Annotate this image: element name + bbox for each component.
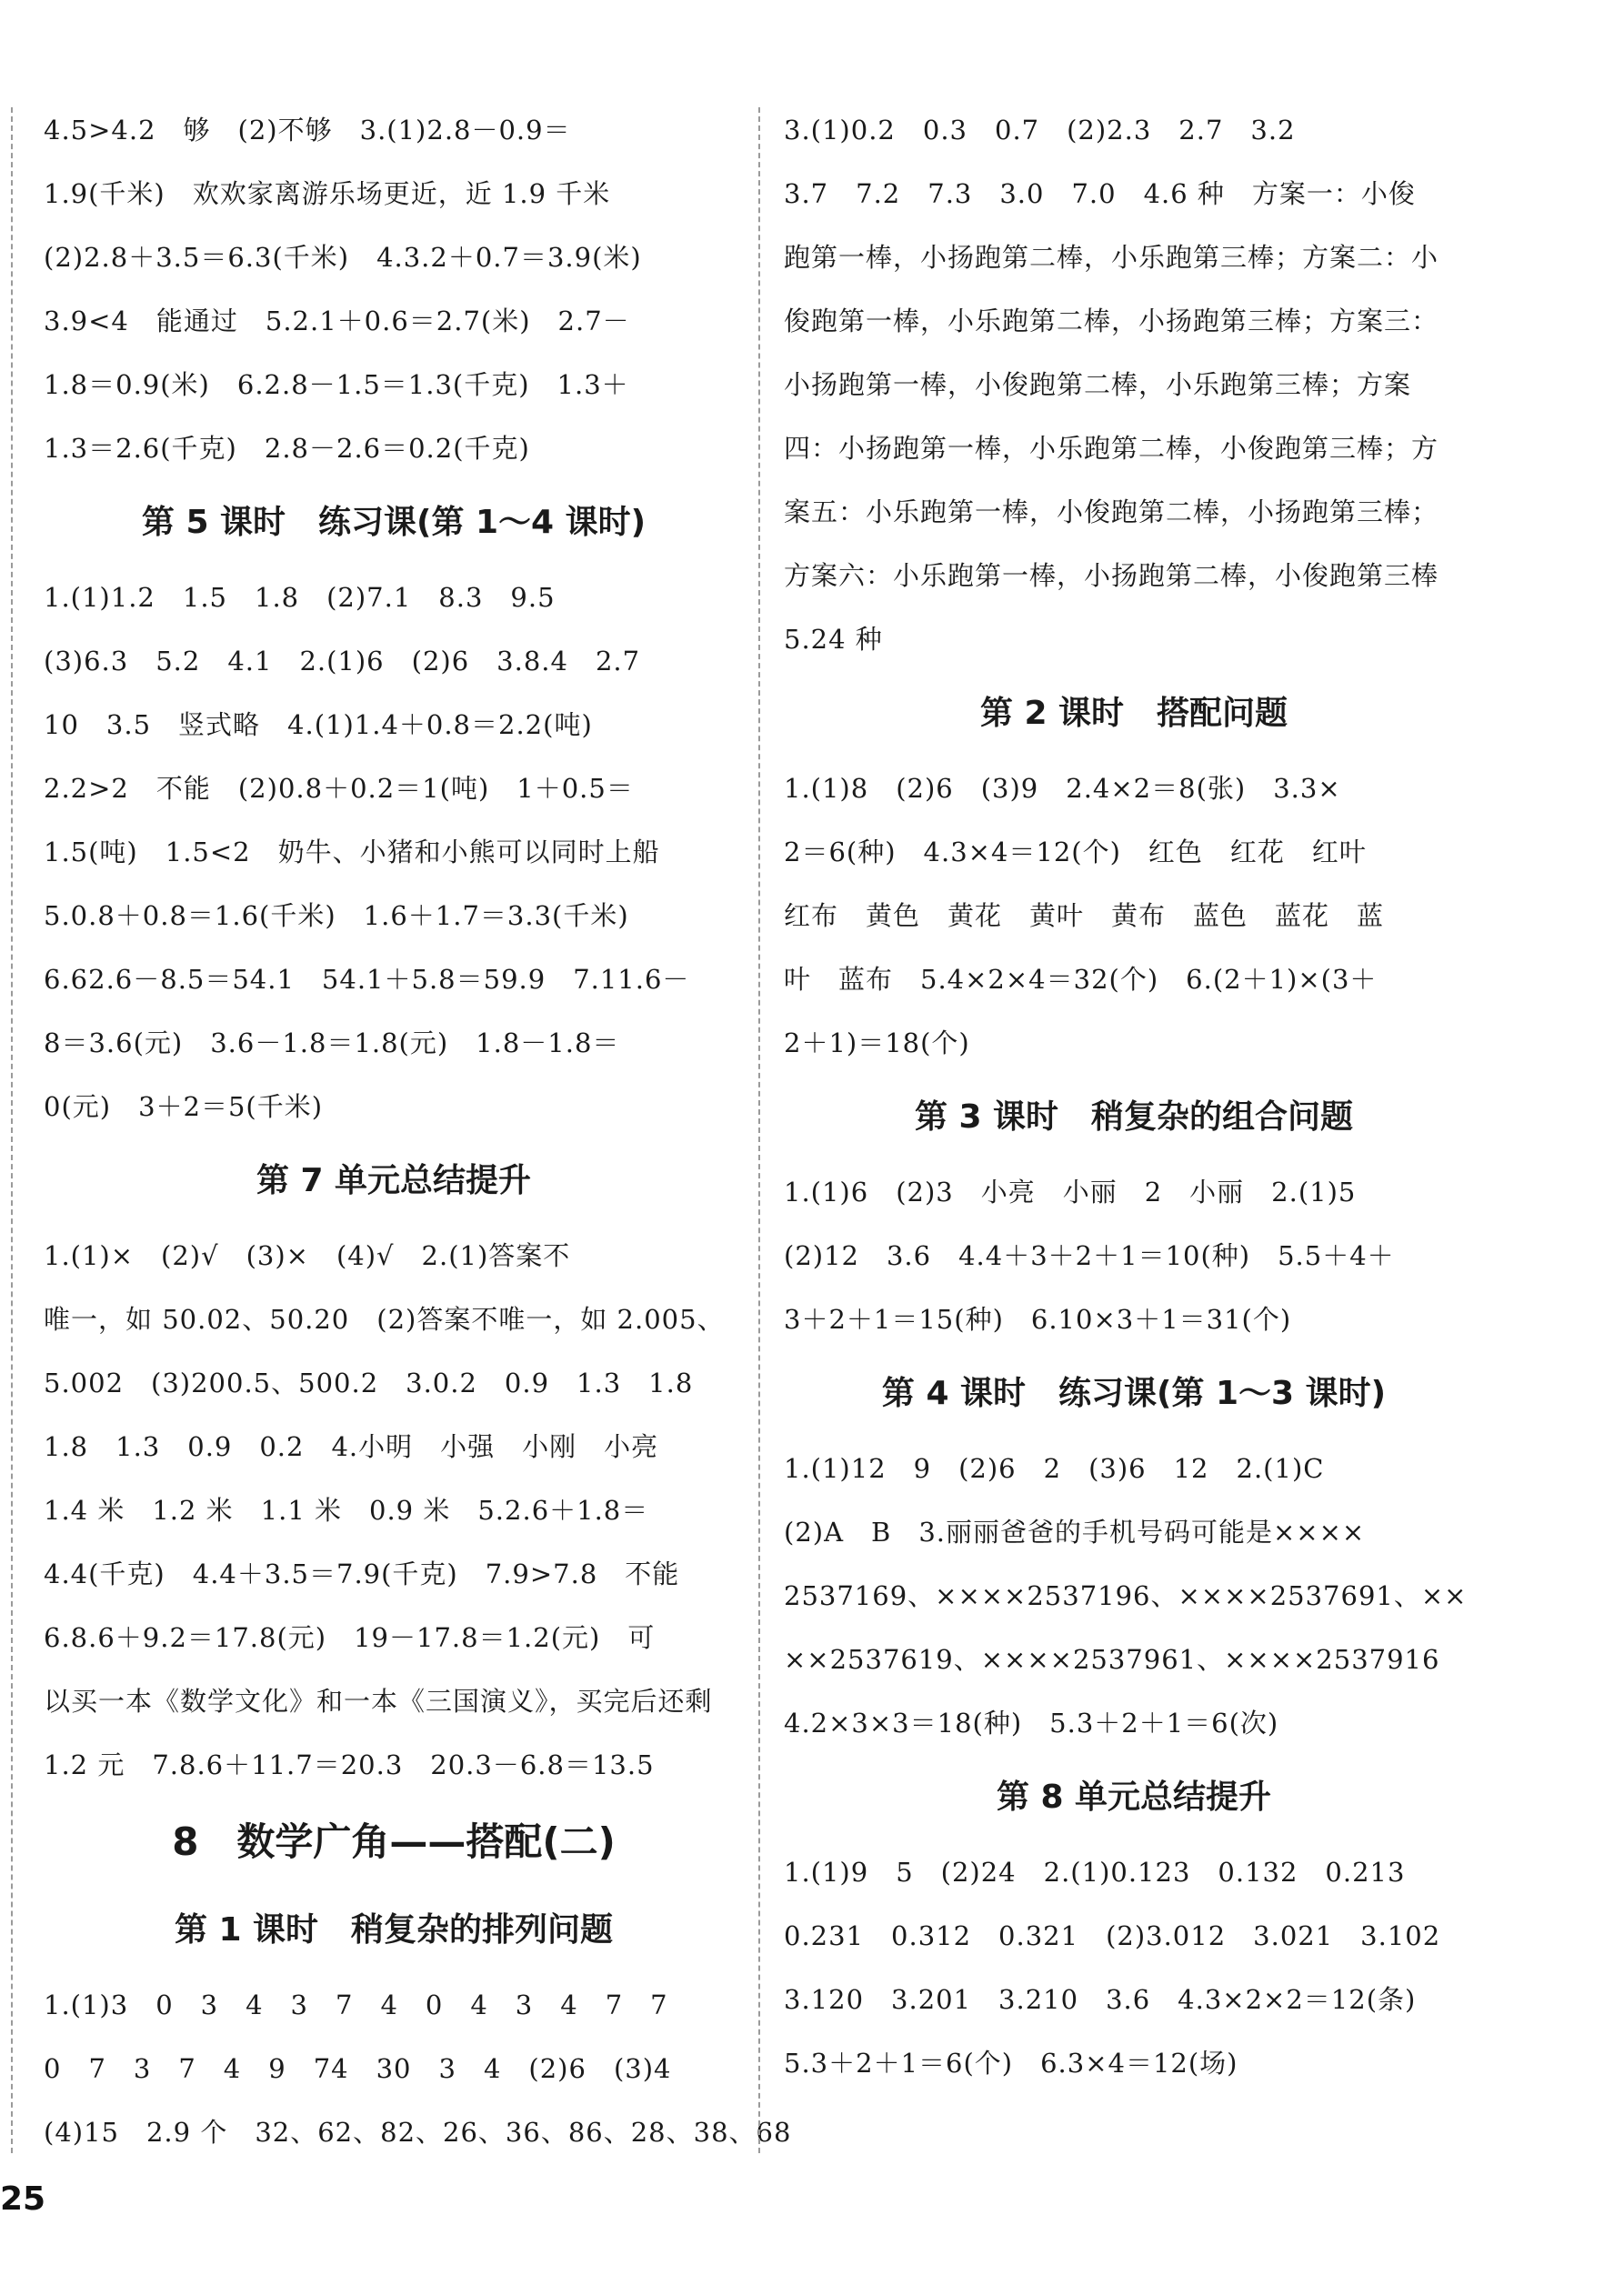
answer-line: 5.3＋2＋1＝6(个) 6.3×4＝12(场) — [784, 2048, 1238, 2079]
answer-line: 3.7 7.2 7.3 3.0 7.0 4.6 种 方案一：小俊 — [784, 178, 1416, 209]
answer-line: (2)A B 3.丽丽爸爸的手机号码可能是×××× — [784, 1517, 1366, 1548]
answer-line: 6.8.6＋9.2＝17.8(元) 19－17.8＝1.2(元) 可 — [44, 1622, 656, 1653]
answer-line: 1.3＝2.6(千克) 2.8－2.6＝0.2(千克) — [44, 433, 530, 464]
lesson-heading: 第 4 课时 练习课(第 1～3 课时) — [881, 1375, 1387, 1412]
answer-line: 俊跑第一棒，小乐跑第二棒，小扬跑第三棒；方案三： — [784, 306, 1439, 336]
lesson-heading: 第 7 单元总结提升 — [256, 1162, 532, 1199]
answer-line: 1.8 1.3 0.9 0.2 4.小明 小强 小刚 小亮 — [44, 1431, 659, 1462]
answer-line: 红布 黄色 黄花 黄叶 黄布 蓝色 蓝花 蓝 — [784, 900, 1385, 931]
answer-line: (2)12 3.6 4.4＋3＋2＋1＝10(种) 5.5＋4＋ — [784, 1240, 1395, 1271]
answer-line: 8＝3.6(元) 3.6－1.8＝1.8(元) 1.8－1.8＝ — [44, 1027, 620, 1058]
left-edge-rule — [11, 107, 13, 2153]
right-column — [784, 98, 1484, 2095]
answer-line: 4.4(千克) 4.4＋3.5＝7.9(千克) 7.9>7.8 不能 — [44, 1558, 680, 1589]
answer-line: 0(元) 3＋2＝5(千米) — [44, 1091, 324, 1122]
column-divider — [758, 107, 760, 2153]
answer-line: 3.120 3.201 3.210 3.6 4.3×2×2＝12(条) — [784, 1984, 1417, 2015]
answer-line: (4)15 2.9 个 32、62、82、26、36、86、28、38、68 — [44, 2117, 792, 2148]
answer-line: 叶 蓝布 5.4×2×4＝32(个) 6.(2＋1)×(3＋ — [784, 964, 1378, 995]
answer-line: 方案六：小乐跑第一棒，小扬跑第二棒，小俊跑第三棒 — [784, 560, 1439, 591]
lesson-heading: 第 3 课时 稍复杂的组合问题 — [914, 1098, 1354, 1136]
answer-line: 10 3.5 竖式略 4.(1)1.4＋0.8＝2.2(吨) — [44, 709, 593, 740]
answer-line: 小扬跑第一棒，小俊跑第二棒，小乐跑第三棒；方案 — [784, 369, 1412, 400]
answer-line: 2＝6(种) 4.3×4＝12(个) 红色 红花 红叶 — [784, 837, 1367, 867]
answer-line: 1.9(千米) 欢欢家离游乐场更近，近 1.9 千米 — [44, 178, 611, 209]
answer-line: 1.(1)8 (2)6 (3)9 2.4×2＝8(张) 3.3× — [784, 773, 1341, 804]
answer-line: 1.(1)× (2)√ (3)× (4)√ 2.(1)答案不 — [44, 1240, 571, 1271]
page-number: 25 — [0, 2180, 46, 2218]
lesson-heading: 第 1 课时 稍复杂的排列问题 — [174, 1911, 614, 1949]
answer-line: 5.0.8＋0.8＝1.6(千米) 1.6＋1.7＝3.3(千米) — [44, 900, 629, 931]
left-column — [44, 98, 792, 2164]
answer-line: 以买一本《数学文化》和一本《三国演义》，买完后还剩 — [44, 1686, 713, 1717]
answer-line: 3.(1)0.2 0.3 0.7 (2)2.3 2.7 3.2 — [784, 115, 1296, 145]
lesson-heading: 第 5 课时 练习课(第 1～4 课时) — [141, 504, 647, 541]
answer-line: (2)2.8＋3.5＝6.3(千米) 4.3.2＋0.7＝3.9(米) — [44, 242, 642, 273]
answer-line: 1.4 米 1.2 米 1.1 米 0.9 米 5.2.6＋1.8＝ — [44, 1495, 649, 1526]
answer-line: 跑第一棒，小扬跑第二棒，小乐跑第三棒；方案二：小 — [784, 242, 1439, 273]
answer-line: 5.24 种 — [784, 624, 883, 655]
lesson-heading: 第 2 课时 搭配问题 — [979, 695, 1288, 732]
answer-line: 1.8＝0.9(米) 6.2.8－1.5＝1.3(千克) 1.3＋ — [44, 369, 629, 400]
answer-line: 5.002 (3)200.5、500.2 3.0.2 0.9 1.3 1.8 — [44, 1368, 694, 1398]
answer-line: 1.(1)3 0 3 4 3 7 4 0 4 3 4 7 7 — [44, 1989, 668, 2020]
answer-line: 2＋1)＝18(个) — [784, 1027, 970, 1058]
answer-line: 2.2>2 不能 (2)0.8＋0.2＝1(吨) 1＋0.5＝ — [44, 773, 634, 804]
answer-line: 3.9<4 能通过 5.2.1＋0.6＝2.7(米) 2.7－ — [44, 306, 630, 336]
lesson-heading: 第 8 单元总结提升 — [996, 1779, 1272, 1816]
answer-line: 3＋2＋1＝15(种) 6.10×3＋1＝31(个) — [784, 1304, 1292, 1335]
answer-line: 四：小扬跑第一棒，小乐跑第二棒，小俊跑第三棒；方 — [784, 433, 1439, 464]
answer-line: 4.2×3×3＝18(种) 5.3＋2＋1＝6(次) — [784, 1708, 1279, 1739]
answer-line: 1.(1)1.2 1.5 1.8 (2)7.1 8.3 9.5 — [44, 582, 556, 613]
answer-line: 1.(1)6 (2)3 小亮 小丽 2 小丽 2.(1)5 — [784, 1177, 1357, 1208]
answer-line: 案五：小乐跑第一棒，小俊跑第二棒，小扬跑第三棒； — [784, 496, 1439, 527]
unit-heading: 8 数学广角——搭配(二) — [172, 1819, 616, 1864]
answer-line: 1.(1)12 9 (2)6 2 (3)6 12 2.(1)C — [784, 1453, 1325, 1484]
answer-line: 0 7 3 7 4 9 74 30 3 4 (2)6 (3)4 — [44, 2053, 672, 2084]
answer-line: 6.62.6－8.5＝54.1 54.1＋5.8＝59.9 7.11.6－ — [44, 964, 690, 995]
answer-line: ××2537619、××××2537961、××××2537916 — [784, 1644, 1440, 1675]
answer-line: 4.5>4.2 够 (2)不够 3.(1)2.8－0.9＝ — [44, 115, 571, 145]
answer-line: 1.5(吨) 1.5<2 奶牛、小猪和小熊可以同时上船 — [44, 837, 660, 867]
answer-line: (3)6.3 5.2 4.1 2.(1)6 (2)6 3.8.4 2.7 — [44, 646, 641, 676]
answer-line: 1.2 元 7.8.6＋11.7＝20.3 20.3－6.8＝13.5 — [44, 1749, 655, 1780]
answer-line: 唯一，如 50.02、50.20 (2)答案不唯一，如 2.005、 — [44, 1304, 725, 1335]
answer-line: 1.(1)9 5 (2)24 2.(1)0.123 0.132 0.213 — [784, 1857, 1406, 1888]
answer-line: 0.231 0.312 0.321 (2)3.012 3.021 3.102 — [784, 1920, 1441, 1951]
answer-line: 2537169、××××2537196、××××2537691、×× — [784, 1580, 1468, 1611]
